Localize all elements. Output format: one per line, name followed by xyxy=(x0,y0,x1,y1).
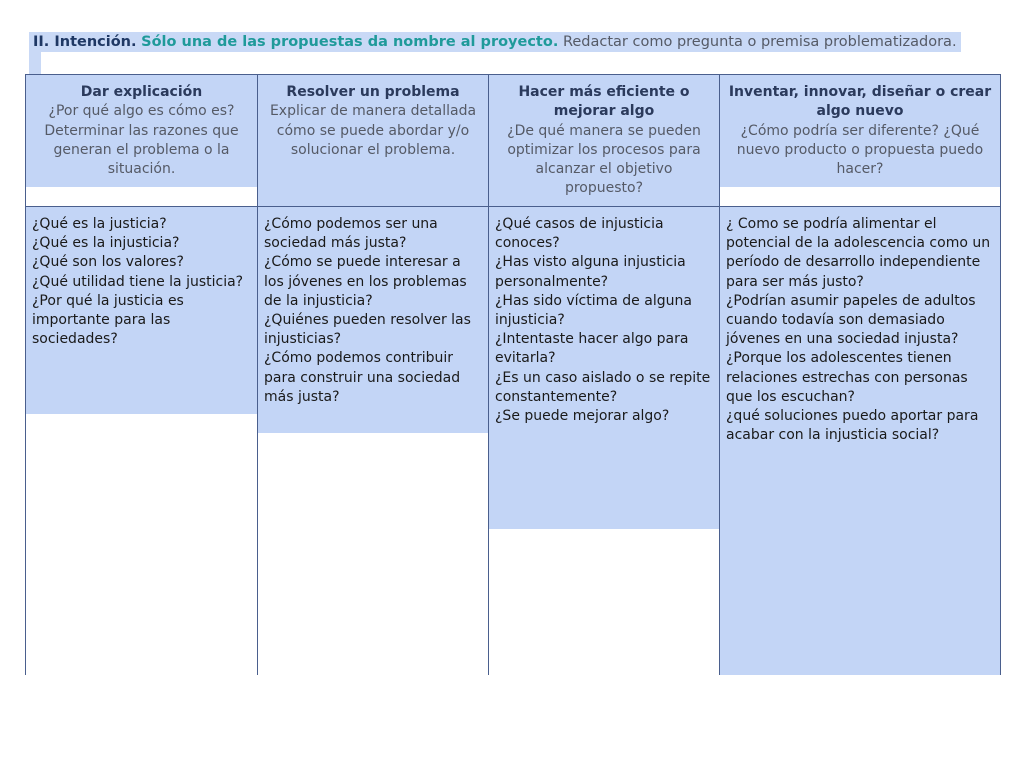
question-item: ¿Has sido víctima de alguna injusticia? xyxy=(495,292,692,329)
column-header xyxy=(720,75,1000,187)
heading-note: Redactar como pregunta o premisa problematizadora. xyxy=(562,34,957,50)
question-item: ¿Has visto alguna injusticia personalmente? xyxy=(495,254,686,290)
column-description: ¿De qué manera se pueden optimizar los procesos para alcanzar el objetivo propuesto? xyxy=(507,122,701,197)
column-improve xyxy=(488,74,719,675)
question-item: ¿Qué son los valores? xyxy=(32,254,184,271)
question-item: ¿Quiénes pueden resolver las injusticias? xyxy=(264,312,471,348)
question-item: ¿ Como se podría alimentar el potencial de la adolescencia como un período de desarrollo independiente para ser más justo? xyxy=(726,216,991,290)
column-questions xyxy=(720,207,1000,675)
column-description: ¿Cómo podría ser diferente? ¿Qué nuevo producto o propuesta puedo hacer? xyxy=(736,122,984,178)
question-item: ¿Intentaste hacer algo para evitarla? xyxy=(495,331,689,367)
column-title: Dar explicación xyxy=(80,84,203,100)
question-item: ¿Por qué la justicia es importante para las sociedades? xyxy=(32,292,184,348)
question-item: ¿Es un caso aislado o se repite constantemente? xyxy=(495,369,711,405)
heading-instruction: Sólo una de las propuestas da nombre al proyecto. xyxy=(141,34,559,50)
question-item: ¿Porque los adolescentes tienen relaciones estrechas con personas que los escuchan? xyxy=(726,350,968,405)
question-item: ¿Cómo podemos contribuir para construir una sociedad más justa? xyxy=(264,350,461,405)
column-innovate xyxy=(719,74,1001,675)
heading-section-number: II. Intención. xyxy=(33,34,137,50)
intention-table xyxy=(25,74,1001,675)
column-header xyxy=(26,75,257,187)
column-title: Inventar, innovar, diseñar o crear algo nuevo xyxy=(728,84,992,120)
question-item: ¿Cómo se puede interesar a los jóvenes en los problemas de la injusticia? xyxy=(264,254,467,309)
column-solve-problem xyxy=(257,74,488,675)
question-item: ¿Qué es la justicia? xyxy=(32,216,167,232)
question-item: ¿Se puede mejorar algo? xyxy=(495,408,670,425)
question-item: ¿Podrían asumir papeles de adultos cuando todavía son demasiado jóvenes en una sociedad injusta? xyxy=(726,292,976,348)
column-questions xyxy=(489,207,719,529)
column-questions xyxy=(26,207,257,414)
column-description: ¿Por qué algo es cómo es? Determinar las razones que generan el problema o la situación. xyxy=(44,103,239,178)
section-heading xyxy=(29,32,961,52)
column-header xyxy=(258,75,488,206)
column-title: Resolver un problema xyxy=(286,84,460,100)
column-description: Explicar de manera detallada cómo se puede abordar y/o solucionar el problema. xyxy=(269,103,477,158)
column-questions xyxy=(258,207,488,433)
heading-highlight-tail xyxy=(29,52,41,74)
column-title: Hacer más eficiente o mejorar algo xyxy=(518,84,690,120)
question-item: ¿Qué utilidad tiene la justicia? xyxy=(32,273,244,290)
question-item: ¿Qué es la injusticia? xyxy=(32,235,180,252)
question-item: ¿Cómo podemos ser una sociedad más justa? xyxy=(264,216,438,252)
question-item: ¿qué soluciones puedo aportar para acabar con la injusticia social? xyxy=(726,408,979,444)
column-header xyxy=(489,75,719,206)
column-explanation xyxy=(25,74,257,675)
question-item: ¿Qué casos de injusticia conoces? xyxy=(495,216,664,252)
